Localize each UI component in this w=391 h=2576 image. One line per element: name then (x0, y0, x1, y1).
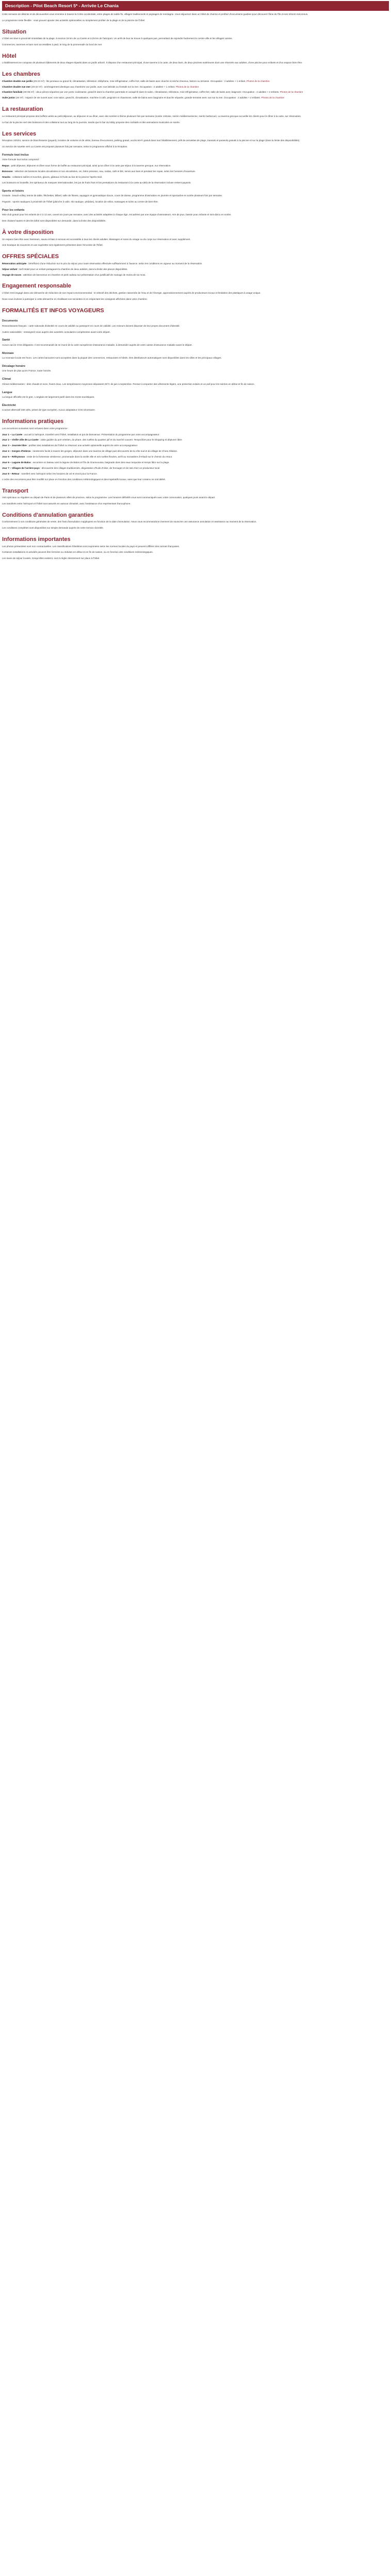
conditions-paragraph: Les conditions complètes sont disponibles sur simple demande auprès de notre service clientèle. (2, 527, 104, 530)
room-item (2, 80, 389, 83)
formule-item-title: Repas (2, 164, 9, 167)
section-heading-rooms: Les chambres (2, 71, 40, 78)
hotel-paragraph: L'établissement se compose de plusieurs bâtiments de deux étages répartis dans un jardin arboré. Il dispose d'un restaurant principal, d'une taverne à la carte, de deux bars, de deux piscines extérieures dont une réservée aux adultes, d'une piscine pour enfants et d'un espace bien-être. (2, 61, 303, 64)
section-heading-enfants: Pour les enfants (2, 208, 25, 212)
subheading-documents: Documents (2, 319, 18, 323)
offre-text: tarif réduit pour un enfant partageant la chambre de deux adultes, dans la limite des places disponibles. (19, 267, 128, 270)
excursion-text: excursion en bateau vers la lagune de Balos et l'île de Gramvoussa, baignade dans des eaux turquoise et temps libre sur la plage. (32, 461, 170, 464)
room-item (2, 91, 389, 94)
excursion-item: Jour 2 – Vieille ville de La Canée : visite guidée du port vénitien, du phare, des ruelles du quartier juif et du marché couvert. Temps libre pour le shopping et déjeuner libre. (2, 438, 183, 442)
section-heading-offres: OFFRES SPÉCIALES (2, 253, 59, 260)
services-paragraph: Un service de navette vers La Canée est proposé plusieurs fois par semaine, selon le programme affiché à la réception. (2, 145, 128, 148)
engagement-paragraph: L'hôtel s'est engagé dans une démarche de réduction de son impact environnemental : tri sélectif des déchets, gestion raisonnée de l'eau et de l'énergie, approvisionnement auprès de producteurs locaux et limitation des plastiques à usage unique. (2, 291, 261, 294)
section-heading-hotel: Hôtel (2, 53, 17, 59)
offre-text: bénéficiez d'une réduction sur le prix du séjour pour toute réservation effectuée suffisamment à l'avance, selon les conditions en vigueur au moment de la réservation. (28, 262, 203, 265)
formule-item-text: petit déjeuner, déjeuner et dîner sous forme de buffet au restaurant principal, ainsi qu'un dîner à la carte par séjour à la taverne grecque, sur réservation. (11, 164, 171, 167)
room-text: (40 m²) : espace de vie ouvert avec coin salon, grand lit, climatisation, machine à café, peignoirs et chaussons, salle de bains avec baignoire et douche séparée, grande terrasse avec vue sur la mer. Occupation : 2 adultes + 2 enfants. (15, 96, 261, 99)
formule-item-title: Snacks (2, 175, 11, 178)
section-heading-transport: Transport (2, 487, 28, 494)
room-title: Chambre familiale (2, 91, 23, 94)
excursions-intro: Les excursions suivantes sont incluses dans votre programme : (2, 427, 69, 430)
section-heading-situation: Situation (2, 28, 27, 35)
excursion-text: visite guidée du port vénitien, du phare, des ruelles du quartier juif et du marché couvert. Temps libre pour le shopping et déjeuner libre. (40, 438, 183, 442)
room-photos-link[interactable]: Photos de la chambre (246, 79, 270, 82)
decalage-paragraph: Une heure de plus qu'en France, toute l'année. (2, 369, 52, 372)
excursion-title: Jour 2 – Vieille ville de La Canée (2, 438, 39, 442)
section-heading-formalites: FORMALITÉS ET INFOS VOYAGEURS (2, 307, 104, 314)
room-item (2, 86, 389, 89)
excursion-title: Jour 3 – Journée libre (2, 444, 27, 447)
offre-item: Séjour enfant : tarif réduit pour un enfant partageant la chambre de deux adultes, dans la limite des places disponibles. (2, 267, 128, 270)
room-photos-link[interactable]: Photos de la chambre (261, 96, 285, 99)
excursion-item: Jour 3 – Journée libre : profitez des installations de l'hôtel ou réservez une activité optionnelle auprès de votre accompagnateur. (2, 444, 138, 447)
subheading-langue: Langue (2, 391, 12, 394)
excursion-title: Jour 4 – Gorges d'Imbros (2, 450, 31, 453)
excursion-item: Jour 6 – Lagune de Balos : excursion en bateau vers la lagune de Balos et l'île de Gramvoussa, baignade dans des eaux turquoise et temps libre sur la plage. (2, 461, 170, 464)
formule-note: Les boissons en bouteille, les spiritueux de marques internationales, les jus de fruits frais et les prestations du restaurant à la carte au-delà de la réservation incluse restent payants. (2, 181, 191, 184)
room-item (2, 96, 389, 100)
intro-paragraph: Le programme reste flexible : vous pouvez ajouter des activités optionnelles ou simplement profiter de la plage et de la piscine de l'hôtel. (2, 19, 145, 22)
offre-title: Réservation anticipée (2, 262, 27, 265)
services-paragraph: Réception 24h/24, service de blanchisserie (payant), location de voitures et de vélos, bureau d'excursions, parking gratuit, accès Wi-Fi gratuit dans tout l'établissement, prêt de serviettes de plage, transats et parasols gratuits à la piscine et sur la plage (dans la limite des disponibilités). (2, 139, 300, 142)
sports-paragraph: Gratuits : beach-volley, tennis de table, fléchettes, billard, salle de fitness, aquagym et gymnastique douce, cours de danse, programme d'animation en journée et spectacles en soirée plusieurs fois par semaine. (2, 194, 223, 197)
excursion-title: Jour 8 – Retour (2, 472, 20, 475)
room-title: Chambre double vue mer (2, 85, 31, 88)
formule-item: Snacks : collations salées et sucrées, glaces, gâteaux et fruits au bar de la piscine l'après-midi. (2, 175, 103, 178)
excursion-text: randonnée facile à travers les gorges, déjeuner dans une taverne de village puis découverte de la côte sud et du village de Chora Sfakion. (32, 450, 178, 453)
section-heading-excursions: Informations pratiques (2, 418, 64, 425)
excursion-title: Jour 7 – Villages de l'arrière-pays (2, 466, 40, 469)
excursion-item: Jour 4 – Gorges d'Imbros : randonnée facile à travers les gorges, déjeuner dans une taverne de village puis découverte de la côte sud et du village de Chora Sfakion. (2, 450, 178, 453)
disposition-paragraph: Une boutique de souvenirs et une supérette sont également présentes dans l'enceinte de l'hôtel. (2, 244, 103, 247)
excursion-item: Jour 5 – Réthymnon : visite de la forteresse vénitienne, promenade dans la vieille ville et ses ruelles fleuries, arrêt au monastère d'Arkadi sur le chemin du retour. (2, 455, 173, 459)
sports-paragraph: Payants : sports nautiques à proximité de l'hôtel (planche à voile, ski nautique, pédalos), location de vélos, massages et soins au centre de bien-être. (2, 200, 158, 203)
section-heading-sports: Sports et loisirs (2, 189, 24, 193)
monnaie-paragraph: La monnaie locale est l'euro. Les cartes bancaires sont acceptées dans la plupart des commerces, restaurants et hôtels. Des distributeurs automatiques sont disponibles dans les villes et les principaux villages. (2, 357, 222, 360)
transport-paragraph: Les transferts entre l'aéroport et l'hôtel sont assurés en autocar climatisé, avec l'assistance d'un représentant francophone. (2, 502, 131, 505)
excursion-title: Jour 6 – Lagune de Balos (2, 461, 31, 464)
subheading-climat: Climat (2, 378, 11, 381)
offre-text: attention de bienvenue en chambre et petit cadeau sur présentation d'un justificatif de mariage de moins de six mois. (23, 273, 146, 276)
excursion-text: visite de la forteresse vénitienne, promenade dans la vieille ville et ses ruelles fleuries, arrêt au monastère d'Arkadi sur le chemin du retour. (27, 455, 173, 459)
restauration-paragraph: Le bar de la piscine sert des boissons et des collations tout au long de la journée, tandis que le bar du lobby propose des cocktails et des animations musicales en soirée. (2, 121, 181, 124)
subheading-sante: Santé (2, 338, 10, 342)
langue-paragraph: La langue officielle est le grec. L'anglais est largement parlé dans les zones touristiques. (2, 395, 95, 398)
section-heading-disposition: À votre disposition (2, 229, 54, 236)
room-text: (20-22 m²) : aménagement identique aux chambres vue jardin, avec vue latérale ou frontale sur la mer. Occupation : 2 adultes + 1 enfant. (31, 85, 175, 88)
room-title: Chambre double vue jardin (2, 79, 33, 82)
page (2, 1, 389, 561)
situation-paragraph: L'hôtel est situé à proximité immédiate de la plage, à environ 18 km de La Canée et à 25 km de l'aéroport. Un arrêt de bus se trouve à quelques pas, permettant de rejoindre facilement le centre-ville et les villages voisins. (2, 37, 233, 40)
formule-item-title: Boissons (2, 170, 13, 173)
formule-item-text: collations salées et sucrées, glaces, gâteaux et fruits au bar de la piscine l'après-midi. (12, 175, 103, 178)
room-text: (20-22 m²) : lits jumeaux ou grand lit, climatisation, télévision, téléphone, mini-réfrigérateur, coffre-fort, salle de bains avec douche et sèche-cheveux, balcon ou terrasse. Occupation : 2 adultes + 1 enfant. (33, 79, 246, 82)
formule-intro: Votre formule tout inclus comprend : (2, 158, 40, 161)
formule-item: Boissons : sélection de boissons locales alcoolisées et non alcoolisées, vin, bière pression, eau, sodas, café et thé, servis aux bars et pendant les repas, selon les horaires d'ouverture. (2, 170, 196, 173)
excursion-item: Jour 1 – La Canée : accueil à l'aéroport, transfert vers l'hôtel, installation et pot de bienvenue. Présentation du programme par votre accompagnateur. (2, 433, 160, 436)
important-paragraph: Les photos présentées sont non contractuelles. Les classifications hôtelières sont exprimées selon les normes locales du pays et peuvent différer des normes françaises. (2, 545, 180, 548)
sante-paragraph: Aucun vaccin n'est obligatoire. Il est recommandé de se munir de la carte européenne d'assurance maladie, à demander auprès de votre caisse d'assurance maladie avant le départ. (2, 343, 192, 346)
climat-paragraph: Climat méditerranéen : étés chauds et secs, hivers doux. Les températures moyennes dépassent 25°C de juin à septembre. Pensez à emporter des vêtements légers, une protection solaire et un pull pour les soirées en début et fin de saison. (2, 382, 255, 385)
room-text: (30-35 m²) : deux pièces séparées par une porte coulissante, grand lit dans la chambre parentale et canapé-lit dans le salon, climatisation, télévision, mini-réfrigérateur, coffre-fort, salle de bains avec baignoire. Occupation : 2 adultes + 2 enfants. (23, 91, 280, 94)
engagement-paragraph: Nous vous invitons à participer à cette démarche en réutilisant vos serviettes et en respectant les consignes affichées dans votre chambre. (2, 297, 148, 300)
section-heading-important: Informations importantes (2, 536, 71, 543)
enfants-paragraph: Mini-club gratuit pour les enfants de 4 à 12 ans, ouvert six jours par semaine, avec des activités adaptées à chaque âge, encadrées par une équipe d'animateurs. Aire de jeux, bassin pour enfants et mini-disco en soirée. (2, 213, 232, 216)
excursion-item: Jour 7 – Villages de l'arrière-pays : découverte des villages traditionnels, dégustation d'huile d'olive, de fromages et de raki chez un producteur local. (2, 466, 160, 469)
enfants-paragraph: Des chaises hautes et des lits bébé sont disponibles sur demande, dans la limite des disponibilités. (2, 219, 106, 223)
transport-paragraph: Vols spéciaux ou réguliers au départ de Paris et de plusieurs villes de province, selon le programme. Les horaires définitifs vous sont communiqués avec votre convocation, quelques jours avant le départ. (2, 496, 216, 499)
restauration-paragraph: Le restaurant principal propose des buffets variés au petit déjeuner, au déjeuner et au dîner, avec des soirées à thème plusieurs fois par semaine (soirée crétoise, soirée méditerranéenne, soirée barbecue). La taverne grecque accueille les clients pour le dîner à la carte, sur réservation. (2, 114, 302, 117)
excursion-text: profitez des installations de l'hôtel ou réservez une activité optionnelle auprès de votre accompagnateur. (28, 444, 138, 447)
room-photos-link[interactable]: Photos de la chambre (280, 91, 303, 94)
excursion-item: Jour 8 – Retour : transfert vers l'aéroport selon les horaires de vol et envol pour la France. (2, 472, 97, 475)
situation-paragraph: Commerces, tavernes et bars sont accessibles à pied, le long de la promenade du bord de mer. (2, 43, 103, 46)
room-title: Suite junior (2, 96, 15, 99)
section-heading-engagement: Engagement responsable (2, 283, 71, 290)
electricite-paragraph: Courant alternatif 230 volts, prises de type européen. Aucun adaptateur n'est nécessaire. (2, 409, 95, 412)
subheading-decalage: Décalage horaire (2, 364, 26, 368)
subheading-electricite: Électricité (2, 403, 16, 407)
excursion-title: Jour 1 – La Canée (2, 433, 23, 436)
documents-paragraph: Ressortissants français : carte nationale d'identité en cours de validité ou passeport en cours de validité. Les mineurs doivent disposer de leur propre document d'identité. (2, 324, 180, 327)
excursion-title: Jour 5 – Réthymnon (2, 455, 25, 459)
section-heading-formule: Formule tout inclus (2, 153, 29, 157)
room-photos-link[interactable]: Photos de la chambre (175, 85, 199, 88)
disposition-paragraph: Un espace bien-être avec hammam, sauna et bain à remous est accessible à tous les clients adultes. Massages et soins du visage ou du corps sur réservation et avec supplément. (2, 238, 191, 241)
offre-title: Séjour enfant (2, 267, 18, 270)
important-paragraph: Les taxes de séjour locales, lorsqu'elles existent, sont à régler directement sur place à l'hôtel. (2, 557, 100, 560)
excursion-text: accueil à l'aéroport, transfert vers l'hôtel, installation et pot de bienvenue. Présentation du programme par votre accompagnateur. (24, 433, 160, 436)
offre-item: Réservation anticipée : bénéficiez d'une réduction sur le prix du séjour pour toute réservation effectuée suffisamment à l'avance, selon les conditions en vigueur au moment de la réservation. (2, 262, 203, 265)
section-heading-restauration: La restauration (2, 106, 43, 113)
intro-paragraph: Cette semaine de détente et de découvertes vous emmène à travers la Crète occidentale, entre plages de sable fin, villages traditionnels et paysages de montagne. Vous séjournez dans un hôtel de charme et profitez d'excursions guidées pour découvrir l'âme de l'île et ses trésors méconnus. (2, 12, 308, 15)
excursion-text: transfert vers l'aéroport selon les horaires de vol et envol pour la France. (21, 472, 97, 475)
page-title-banner: Description - Pilot Beach Resort 5* - Arrivée Le Chania (2, 1, 389, 11)
formule-item-text: sélection de boissons locales alcoolisées et non alcoolisées, vin, bière pression, eau, sodas, café et thé, servis aux bars et pendant les repas, selon les horaires d'ouverture. (14, 170, 196, 173)
offre-item: Voyage de noces : attention de bienvenue en chambre et petit cadeau sur présentation d'un justificatif de mariage de moins de six mois. (2, 273, 146, 276)
conditions-paragraph: Conformément à nos conditions générales de vente, des frais d'annulation s'appliquent en fonction de la date d'annulation. Nous vous recommandons vivement de souscrire une assurance annulation et assistance au moment de la réservation. (2, 520, 257, 523)
subheading-monnaie: Monnaie (2, 351, 14, 355)
important-paragraph: Certaines installations et activités peuvent être fermées ou réduites en début et en fin de saison, ou en fonction des conditions météorologiques. (2, 551, 153, 554)
offre-title: Voyage de noces (2, 273, 22, 276)
section-heading-conditions: Conditions d'annulation garanties (2, 512, 94, 518)
documents-paragraph: Autres nationalités : renseignez-vous auprès des autorités consulaires compétentes avant votre départ. (2, 330, 110, 333)
excursions-note: L'ordre des excursions peut être modifié sur place en fonction des conditions météorologiques et des impératifs locaux, sans que leur contenu ne soit altéré. (2, 478, 166, 481)
section-heading-services: Les services (2, 130, 37, 137)
formule-item: Repas : petit déjeuner, déjeuner et dîner sous forme de buffet au restaurant principal, ainsi qu'un dîner à la carte par séjour à la taverne grecque, sur réservation. (2, 164, 171, 167)
excursion-text: découverte des villages traditionnels, dégustation d'huile d'olive, de fromages et de raki chez un producteur local. (41, 466, 160, 469)
